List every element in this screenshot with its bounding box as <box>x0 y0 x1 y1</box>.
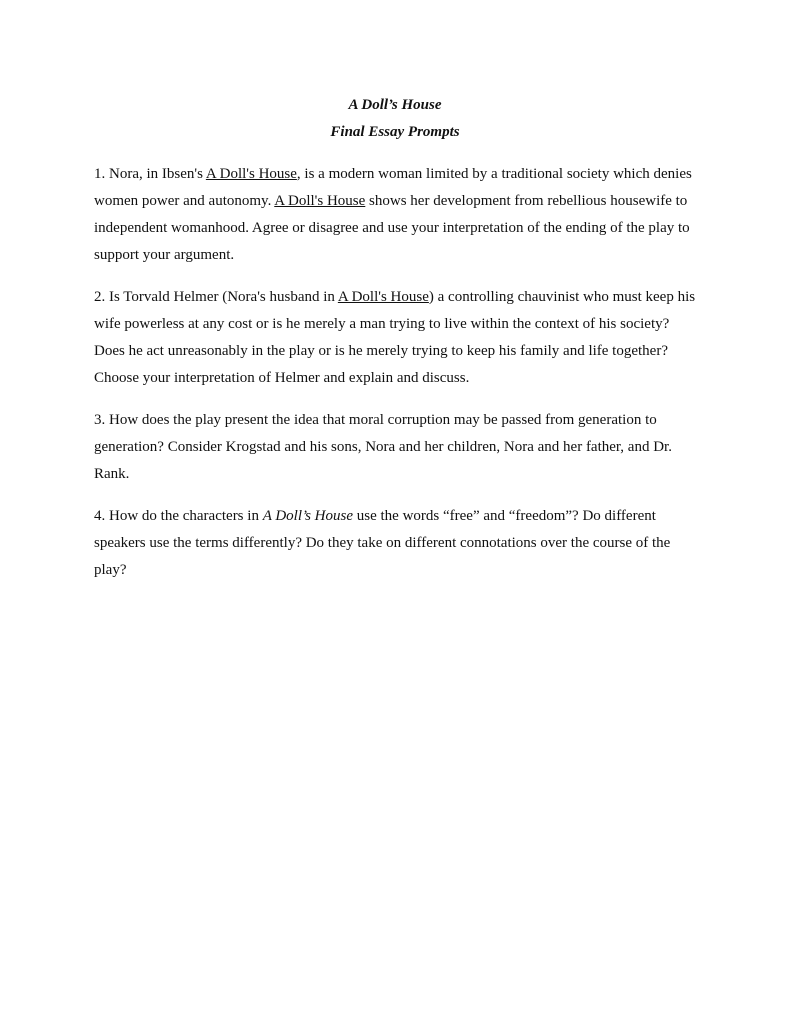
play-title-italic: A Doll’s House <box>262 508 353 524</box>
document-header <box>94 0 696 146</box>
play-title-underlined: A Doll's House <box>337 289 429 305</box>
prompt-3 <box>94 407 696 488</box>
prompt-4-text: use the words “free” and “freedom”? Do different speakers use the terms differently? Do they take on different connotations over the course of the play? <box>94 508 671 578</box>
prompt-list <box>94 161 696 584</box>
prompt-1-text: 1. Nora, in Ibsen's <box>94 166 206 182</box>
prompt-1-text: , is a modern woman limited by a traditional society which denies women power and autonomy. <box>94 166 692 209</box>
prompt-1-text: shows her development from rebellious housewife to independent womanhood. Agree or disagree and use your interpretation of the ending of the play to support your argument. <box>94 193 690 263</box>
prompt-2-text: 2. Is Torvald Helmer (Nora's husband in <box>94 289 338 305</box>
prompt-4 <box>94 503 696 584</box>
prompt-2-text: ) a controlling chauvinist who must keep his wife powerless at any cost or is he merely a man trying to live within the context of his society? Does he act unreasonably in the play or is he merely trying to keep his family and life together? Choose your interpretation of Helmer and explain and discuss. <box>94 289 696 386</box>
document-subtitle: Final Essay Prompts <box>330 124 460 140</box>
prompt-2 <box>94 284 696 392</box>
prompt-1 <box>94 161 696 269</box>
play-title-underlined: A Doll's House <box>274 193 366 209</box>
document-title: A Doll’s House <box>348 97 442 113</box>
prompt-4-text: 4. How do the characters in <box>94 508 263 524</box>
prompt-3-text: 3. How does the play present the idea that moral corruption may be passed from generation to generation? Consider Krogstad and his sons, Nora and her children, Nora and her father, and Dr. Rank. <box>94 412 672 482</box>
play-title-underlined: A Doll's House <box>205 166 297 182</box>
